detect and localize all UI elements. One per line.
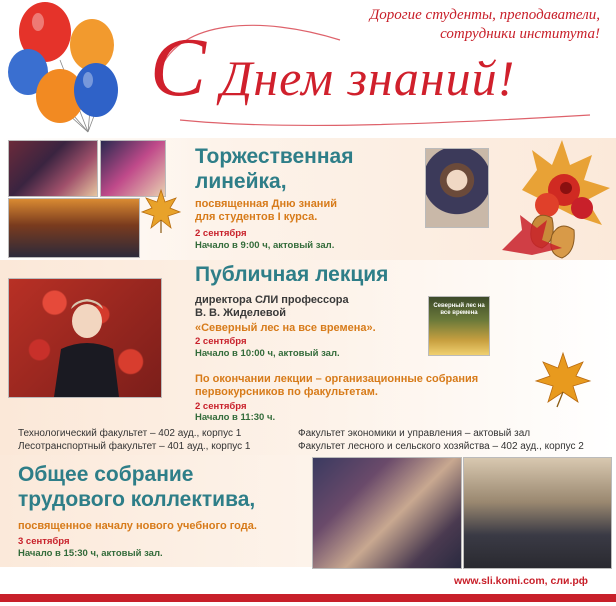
ceremony-subtitle-line-1: посвященная Дню знаний [195, 198, 337, 210]
ceremony-subtitle-line-2: для студентов I курса. [195, 211, 318, 223]
faculty-list-right [298, 428, 584, 453]
page-title-rest: Днем знаний! [220, 50, 516, 106]
balloons-icon [0, 0, 130, 140]
after-lecture-date: 2 сентября [195, 401, 247, 412]
lecture-speaker [195, 294, 349, 320]
after-lecture-time: Начало в 11:30 ч. [195, 412, 276, 423]
bottom-divider [0, 594, 616, 602]
lecture-speaker-line-1: директора СЛИ профессора [195, 294, 349, 306]
lecturer-figure-icon [9, 279, 161, 397]
photo-stage [8, 198, 140, 258]
book-cover [428, 296, 490, 356]
flowers-bells-icon [492, 130, 616, 280]
lecture-time: Начало в 10:00 ч, актовый зал. [195, 348, 340, 359]
faculty-list-left [18, 428, 251, 453]
faculty-item: Лесотранспортный факультет – 401 ауд., корпус 1 [18, 440, 251, 452]
faculty-item: Факультет лесного и сельского хозяйства – 402 ауд., корпус 2 [298, 440, 584, 452]
lecture-date: 2 сентября [195, 336, 247, 347]
after-lecture-line-2: первокурсников по факультетам. [195, 386, 378, 398]
greeting-line-2: сотрудники института! [440, 26, 600, 42]
meeting-heading-line-1: Общее собрание [18, 463, 194, 486]
photo-audience [8, 140, 98, 197]
book-cover-title: Северный лес на все времена [433, 303, 485, 316]
ceremony-heading [195, 144, 353, 194]
photo-lecturer [8, 278, 162, 398]
page-title-initial: С [150, 21, 208, 114]
ceremony-heading-line-1: Торжественная [195, 145, 354, 168]
ceremony-heading-line-2: линейка, [195, 170, 287, 193]
meeting-date: 3 сентября [18, 536, 70, 547]
photo-children-event [463, 457, 612, 569]
lecture-heading: Публичная лекция [195, 263, 389, 286]
ceremony-date: 2 сентября [195, 228, 247, 239]
after-lecture-line-1: По окончании лекции – организационные собрания [195, 373, 479, 385]
meeting-heading [18, 462, 255, 512]
maple-leaf-right-icon [533, 350, 593, 408]
photo-staff-meeting [312, 457, 462, 569]
ceremony-subtitle [195, 198, 337, 224]
meeting-subtitle: посвященное началу нового учебного года. [18, 520, 257, 532]
meeting-heading-line-2: трудового коллектива, [18, 488, 256, 511]
after-lecture-note [195, 373, 478, 399]
meeting-time: Начало в 15:30 ч, актовый зал. [18, 548, 163, 559]
website-link[interactable]: www.sli.komi.com, сли.рф [454, 575, 588, 587]
greeting-line-1: Дорогие студенты, преподаватели, [369, 7, 600, 23]
lecture-speaker-line-2: В. В. Жиделевой [195, 307, 286, 319]
faculty-item: Факультет экономики и управления – актовый зал [298, 428, 531, 439]
maple-leaf-icon [140, 188, 182, 234]
faculty-item: Технологический факультет – 402 ауд., корпус 1 [18, 428, 242, 439]
ceremony-time: Начало в 9:00 ч, актовый зал. [195, 240, 335, 251]
photo-speaker-woman [425, 148, 489, 228]
lecture-title: «Северный лес на все времена». [195, 322, 376, 334]
